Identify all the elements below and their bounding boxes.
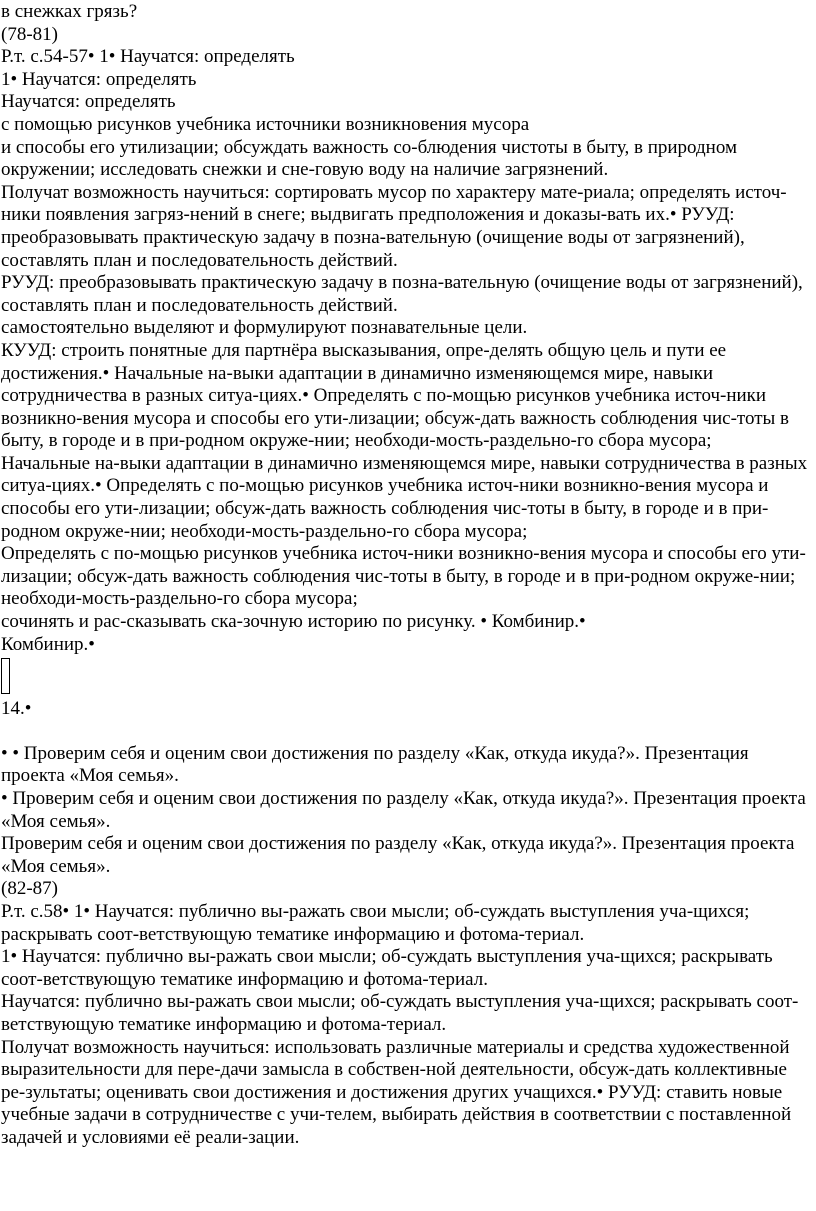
paragraph: в снежках грязь? <box>1 1 138 22</box>
paragraph: (78-81) <box>1 23 58 45</box>
paragraph: Научатся: определять <box>1 91 176 113</box>
paragraph: и способы его утилизации; обсуждать важность со-блюдения чистоты в быту, в природном окружении; исследовать снежки и сне-говую воду на наличие загрязнений. <box>1 136 738 181</box>
document-body <box>1 1 811 1150</box>
paragraph: Научатся: публично вы-ражать свои мысли; об-суждать выступления уча-щихся; раскрывать соот-ветствующую тематике информацию и фотома-териал. <box>1 991 799 1035</box>
paragraph: самостоятельно выделяют и формулируют познавательные цели. <box>1 317 528 339</box>
paragraph: Получат возможность научиться: использовать различные материалы и средства художественной выразительности для пере-дачи замысла в собствен-ной деятельности, обсуж-дать коллективные ре-зультаты; оценивать свои достижения и достижения других учащихся.• РУУД: ставить новые учебные задачи в сотрудничестве с учи-телем, выбирать действия в соответствии с поставленной задачей и условиями её реали-зации. <box>1 1036 792 1148</box>
paragraph: (82-87) <box>1 878 58 900</box>
paragraph: Определять с по-мощью рисунков учебника источ-ники возникно-вения мусора и способы его ути-лизации; обсуж-дать важность соблюдения чис-тоты в быту, в городе и в при-родном окруже-нии; необходи-мость-раздельно-го сбора мусора; <box>1 543 806 610</box>
paragraph: КУУД: строить понятные для партнёра высказывания, опре-делять общую цель и пути ее достижения.• Начальные на-выки адаптации в динамично изменяющемся мире, навыки сотрудничества в разных ситуа-циях.• Определять с по-мощью рисунков учебника источ-ники возникно-вения мусора и способы его ути-лизации; обсуж-дать важность соблюдения чис-тоты в быту, в городе и в при-родном окруже-нии; необходи-мость-раздельно-го сбора мусора; <box>1 339 789 452</box>
paragraph: РУУД: преобразовывать практическую задачу в позна-вательную (очищение воды от загрязнений), составлять план и последовательность действий. <box>1 272 803 316</box>
paragraph: Проверим себя и оценим свои достижения по разделу «Как, откуда икуда?». Презентация проекта «Моя семья». <box>1 833 795 877</box>
paragraph: Получат возможность научиться: сортировать мусор по характеру мате-риала; определять источ-ники появления загряз-нений в снеге; выдвигать предположения и доказы-вать их.• РУУД: преобразовывать практическую задачу в позна-вательную (очищение воды от загрязнений), составлять план и последовательность действий. <box>1 181 787 271</box>
paragraph: • • Проверим себя и оценим свои достижения по разделу «Как, откуда икуда?». Презентация проекта «Моя семья». <box>1 742 749 787</box>
blank-line <box>1 721 811 743</box>
paragraph: Р.т. с.58• 1• Научатся: публично вы-ражать свои мысли; об-суждать выступления уча-щихся; раскрывать соот-ветствующую тематике информацию и фотома-териал. <box>1 900 750 945</box>
paragraph: 1• Научатся: публично вы-ражать свои мысли; об-суждать выступления уча-щихся; раскрывать соот-ветствующую тематике информацию и фотома-териал. <box>1 946 773 990</box>
empty-table-cell <box>1 658 10 694</box>
paragraph: 1• Научатся: определять <box>1 68 197 90</box>
lesson-number: 14.• <box>1 698 32 720</box>
paragraph: Р.т. с.54-57• 1• Научатся: определять <box>1 46 295 68</box>
paragraph: с помощью рисунков учебника источники возникновения мусора <box>1 113 530 135</box>
paragraph: • Проверим себя и оценим свои достижения по разделу «Как, откуда икуда?». Презентация проекта «Моя семья». <box>1 788 806 832</box>
paragraph: Начальные на-выки адаптации в динамично изменяющемся мире, навыки сотрудничества в разных ситуа-циях.• Определять с по-мощью рисунков учебника источ-ники возникно-вения мусора и способы его ути-лизации; обсуж-дать важность соблюдения чис-тоты в быту, в городе и в при-родном окруже-нии; необходи-мость-раздельно-го сбора мусора; <box>1 452 808 542</box>
paragraph: Комбинир.• <box>1 633 95 655</box>
paragraph: сочинять и рас-сказывать ска-зочную историю по рисунку. • Комбинир.• <box>1 611 586 633</box>
